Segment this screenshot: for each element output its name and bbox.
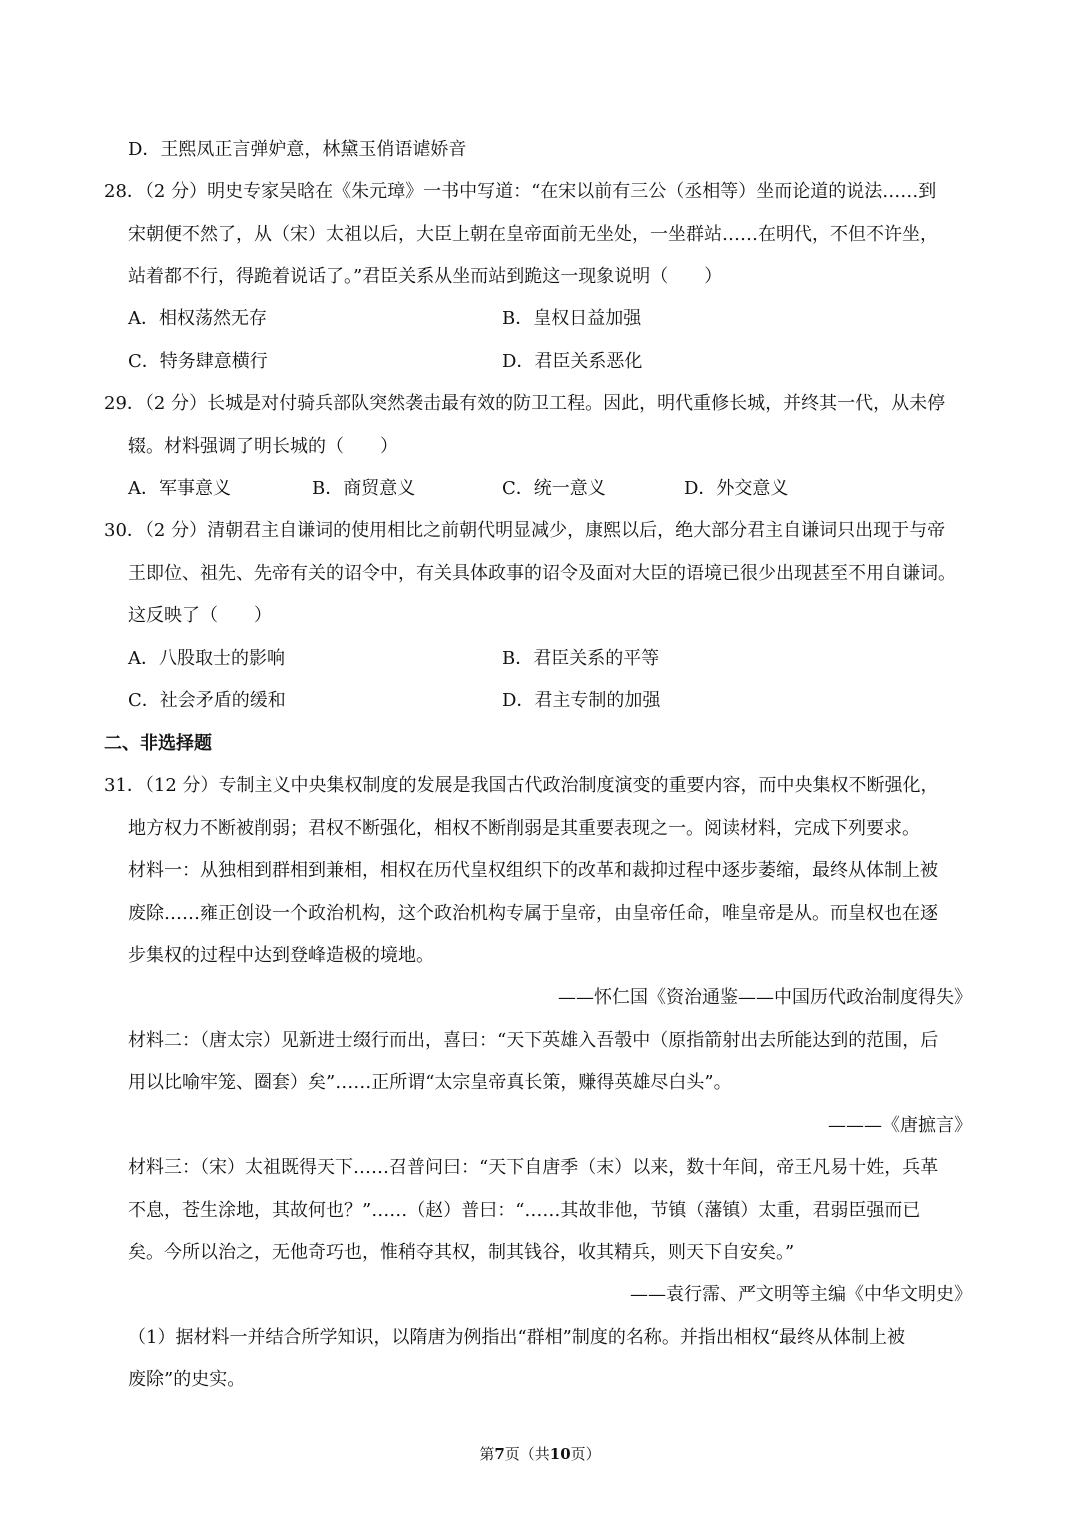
q30-stem-line-1: 30．（2 分）清朝君主自谦词的使用相比之前朝代明显减少，康熙以后，绝大部分君主自谦词只出现于与帝: [104, 520, 946, 541]
material-2-source: ———《唐摭言》: [828, 1115, 972, 1136]
footer-page-number: 7: [494, 1445, 505, 1463]
q30-stem-line-3: 这反映了（ ）: [128, 605, 272, 626]
q28-stem-line-2: 宋朝便不然了，从（宋）太祖以后，大臣上朝在皇帝面前无坐处，一坐群站……在明代，不但不许坐，: [128, 224, 938, 245]
q28-option-a: A．相权荡然无存: [128, 308, 267, 329]
material-2-line-1: 材料二：（唐太宗）见新进士缀行而出，喜曰：“天下英雄入吾彀中（原指箭射出去所能达到的范围，后: [128, 1030, 939, 1051]
q28-option-b: B．皇权日益加强: [502, 308, 642, 329]
footer-prefix: 第: [479, 1445, 495, 1463]
q28-option-c: C．特务肆意横行: [128, 351, 268, 372]
section-heading: 二、非选择题: [104, 733, 212, 754]
q29-option-c: C．统一意义: [502, 478, 606, 499]
q29-option-a: A．军事意义: [128, 478, 231, 499]
material-2-line-2: 用以比喻牢笼、圈套）矣”……正所谓“太宗皇帝真长策，赚得英雄尽白头”。: [128, 1072, 732, 1093]
q29-option-b: B．商贸意义: [312, 478, 416, 499]
material-1-line-3: 步集权的过程中达到登峰造极的境地。: [128, 945, 434, 966]
q30-option-c: C．社会矛盾的缓和: [128, 690, 286, 711]
q30-stem-line-2: 王即位、祖先、先帝有关的诏令中，有关具体政事的诏令及面对大臣的语境已很少出现甚至不用自谦词。: [128, 563, 956, 584]
q30-option-d: D．君主专制的加强: [502, 690, 661, 711]
material-3-line-1: 材料三：（宋）太祖既得天下……召普问曰：“天下自唐季（末）以来，数十年间，帝王凡易十姓，兵革: [128, 1157, 939, 1178]
material-3-source: ——袁行霈、严文明等主编《中华文明史》: [630, 1284, 972, 1305]
material-3-line-3: 矣。今所以治之，无他奇巧也，惟稍夺其权，制其钱谷，收其精兵，则天下自安矣。”: [128, 1242, 795, 1263]
q29-option-d: D．外交意义: [684, 478, 789, 499]
material-3-line-2: 不息，苍生涂地，其故何也？”……（赵）普曰：“……其故非他，节镇（藩镇）太重，君弱臣强而已: [128, 1200, 921, 1221]
q30-option-b: B．君臣关系的平等: [502, 648, 660, 669]
q28-stem-line-3: 站着都不行，得跪着说话了。”君臣关系从坐而站到跪这一现象说明（ ）: [128, 266, 723, 287]
q29-stem-line-2: 辍。材料强调了明长城的（ ）: [128, 436, 398, 457]
q30-option-a: A．八股取士的影响: [128, 648, 285, 669]
q31-sub-question-1-line-1: （1）据材料一并结合所学知识，以隋唐为例指出“群相”制度的名称。并指出相权“最终从体制上被: [128, 1327, 906, 1348]
footer-total-pages: 10: [549, 1445, 571, 1463]
q28-option-d: D．君臣关系恶化: [502, 351, 643, 372]
q28-stem-line-1: 28．（2 分）明史专家吴晗在《朱元璋》一书中写道：“在宋以前有三公（丞相等）坐而论道的说法……到: [104, 181, 937, 202]
material-1-line-2: 废除……雍正创设一个政治机构，这个政治机构专属于皇帝，由皇帝任命，唯皇帝是从。而皇权也在逐: [128, 903, 938, 924]
page-footer: [0, 1442, 1080, 1466]
q27-option-d: D．王熙凤正言弹妒意，林黛玉俏语谑娇音: [128, 139, 467, 160]
q31-sub-question-1-line-2: 废除”的史实。: [128, 1369, 246, 1390]
material-1-source: ——怀仁国《资治通鉴——中国历代政治制度得失》: [558, 987, 972, 1008]
q31-stem-line-2: 地方权力不断被削弱；君权不断强化，相权不断削弱是其重要表现之一。阅读材料，完成下列要求。: [128, 818, 920, 839]
material-1-line-1: 材料一：从独相到群相到兼相，相权在历代皇权组织下的改革和裁抑过程中逐步萎缩，最终从体制上被: [128, 860, 938, 881]
q29-stem-line-1: 29．（2 分）长城是对付骑兵部队突然袭击最有效的防卫工程。因此，明代重修长城，并终其一代，从未停: [104, 393, 946, 414]
footer-middle: 页（共: [504, 1445, 550, 1463]
q31-stem-line-1: 31．（12 分）专制主义中央集权制度的发展是我国古代政治制度演变的重要内容，而中央集权不断强化，: [104, 775, 939, 796]
footer-suffix: 页）: [570, 1445, 601, 1463]
